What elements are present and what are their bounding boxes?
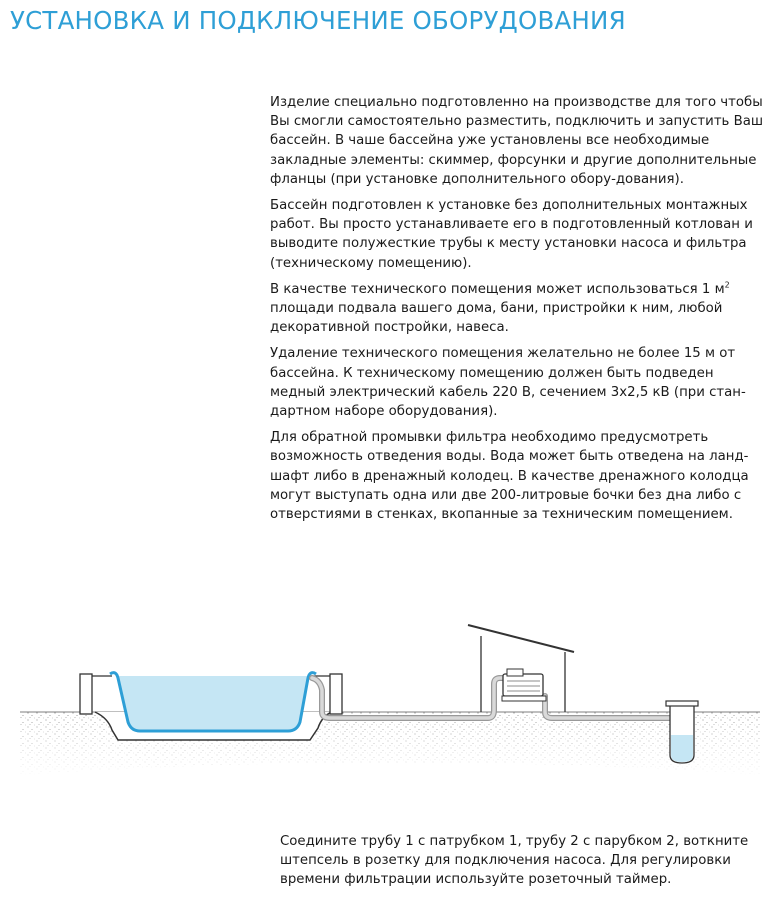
drainage-well: [666, 701, 698, 763]
caption: Соедините трубу 1 с патрубком 1, трубу 2 с парубком 2, воткните штепсель в розетку для подключения насоса. Для регулировки времени фильтрации используйте розеточный таймер.: [280, 834, 749, 888]
pool-bowl: [110, 673, 316, 731]
paragraph-2: Бассейн подготовлен к установке без дополнительных монтажных работ. Вы просто устанавливаете его в подготовленный котлован и выводите полужесткие трубы к месту установки насоса и фильтра (техническому помещению).: [270, 198, 753, 271]
page-title: УСТАНОВКА И ПОДКЛЮЧЕНИЕ ОБОРУДОВАНИЯ: [10, 6, 626, 35]
paragraph-3-rest: площади подвала вашего дома, бани, пристройки к ним, любой декоративной постройки, навеса.: [270, 301, 723, 336]
paragraph-1: Изделие специально подготовленно на производстве для того чтобы Вы смогли самостоятельно разместить, подключить и запустить Ваш бассейн. В чаше бассейна уже установлены все необходимые закладные элементы: скиммер, форсунки и другие дополнительные фланцы (при установке дополнительного обору-дования).: [270, 95, 764, 187]
pool-post-left: [80, 674, 92, 714]
paragraph-5: Для обратной промывки фильтра необходимо предусмотреть возможность отведения воды. Вода может быть отведена на ланд-шафт либо в дренажный колодец. В качестве дренажного колодца могут выступать одна или две 200-литровые бочки без дна либо с отверстиями в стенках, вкопанные за техническим помещением.: [270, 430, 749, 523]
paragraph-3-start: В качестве технического помещения может использоваться 1 м: [270, 281, 725, 297]
installation-diagram: [0, 600, 779, 800]
paragraph-3: [270, 280, 770, 338]
paragraph-4: Удаление технического помещения желательно не более 15 м от бассейна. К техническому помещению должен быть подведен медный электрический кабель 220 В, сечением 3х2,5 кВ (при стан-дартном наборе оборудования).: [270, 346, 746, 420]
body-text: [270, 93, 770, 531]
superscript-2: 2: [724, 280, 730, 290]
pool-post-right: [330, 674, 342, 714]
pump-unit: [502, 669, 546, 701]
